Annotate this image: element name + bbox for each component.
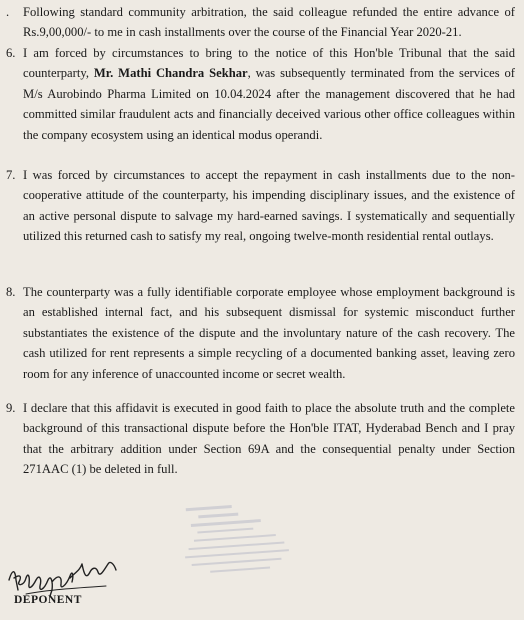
counterparty-name: Mr. Mathi Chandra Sekhar bbox=[93, 66, 248, 81]
text-segment: , was subsequently terminated from the services of M/s Aurobindo Pharma Limited on 10.04.2024 after the management discovered that he had committed similar fraudulent acts and financially deceived various other office colleagues within the company ecosystem using an identical modus operandi. bbox=[23, 66, 515, 142]
paragraph-number: 8. bbox=[6, 285, 16, 299]
paragraph-text: I was forced by circumstances to accept the repayment in cash installments due to the non-cooperative attitude of the counterparty, his impending disciplinary issues, and the existence of an active personal dispute to salvage my hard-earned savings. I systematically and sequentially utilized this returned cash to satisfy my real, ongoing twelve-month residential rental outlays. bbox=[23, 168, 515, 244]
paragraph-text bbox=[23, 43, 515, 145]
faded-notary-stamp bbox=[175, 495, 320, 583]
handwritten-signature bbox=[6, 550, 136, 600]
paragraph-number: 7. bbox=[6, 168, 16, 182]
paragraph-number: 6. bbox=[6, 46, 16, 60]
text-segment: I am forced by circumstances to bring to the notice of this Hon'ble Tribunal that the said counterparty, bbox=[23, 46, 515, 81]
paragraph-number: . bbox=[6, 5, 10, 19]
deponent-label: DEPONENT bbox=[14, 594, 82, 606]
paragraph-text: Following standard community arbitration, the said colleague refunded the entire advance of Rs.9,00,000/- to me in cash installments over the course of the Financial Year 2020-21. bbox=[23, 5, 515, 40]
paragraph-text: The counterparty was a fully identifiable corporate employee whose employment background is an established internal fact, and his subsequent dismissal for systemic misconduct further substantiates the existence of the dispute and the involuntary nature of the cash recovery. The cash utilized for rent represents a simple recycling of a documented banking asset, leaving zero room for any inference of unaccounted income or secret wealth. bbox=[23, 285, 515, 381]
paragraph-text: I declare that this affidavit is executed in good faith to place the absolute truth and the complete background of this transactional dispute before the Hon'ble ITAT, Hyderabad Bench and I pray that the arbitrary addition under Section 69A and the consequential penalty under Section 271AAC (1) be deleted in full. bbox=[23, 401, 515, 477]
paragraph-number: 9. bbox=[6, 401, 16, 415]
